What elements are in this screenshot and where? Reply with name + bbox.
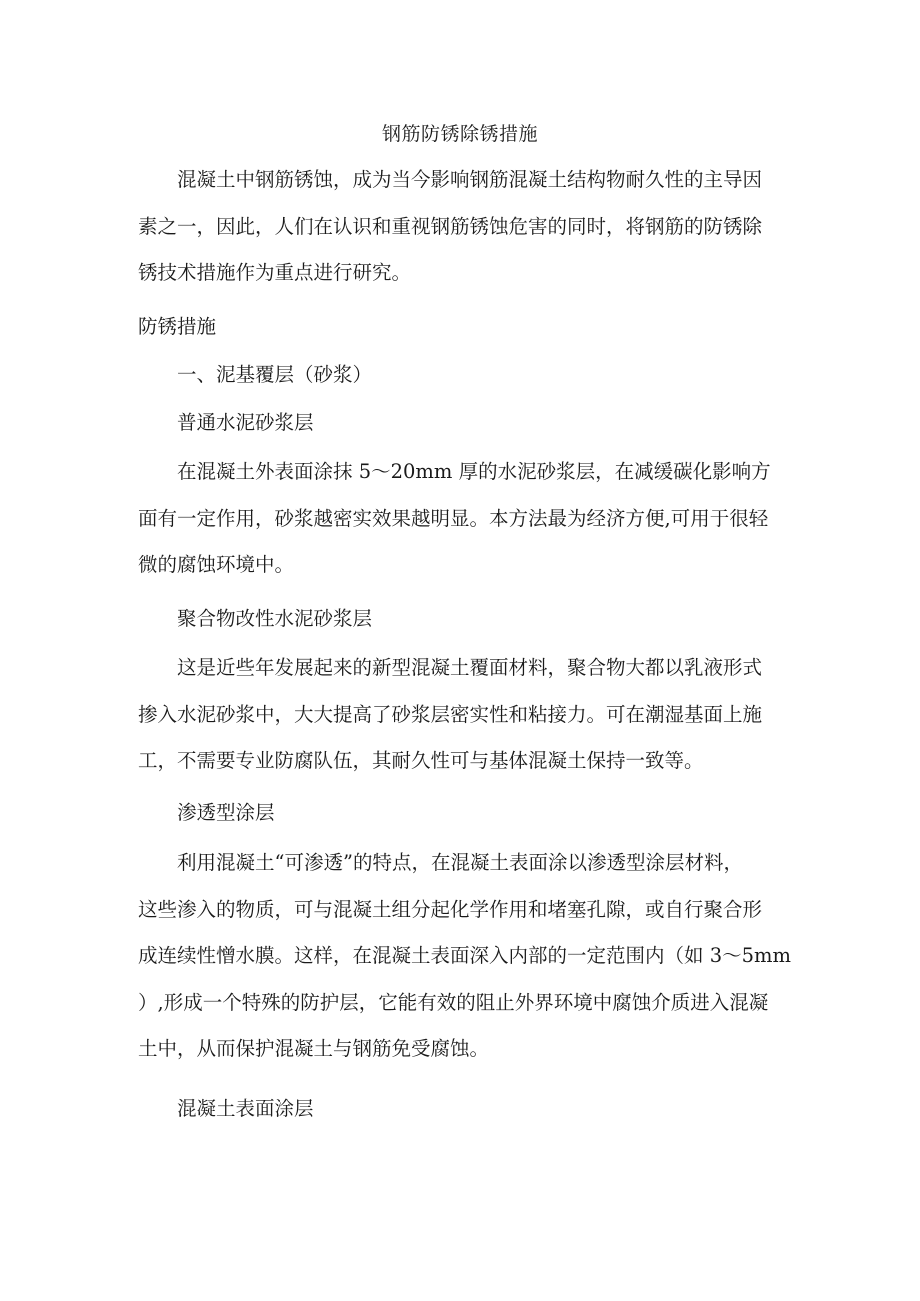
section-heading: 防锈措施 bbox=[138, 315, 217, 338]
item3-paragraph bbox=[138, 840, 798, 1073]
item2-line-3: 工，不需要专业防腐队伍，其耐久性可与基体混凝土保持一致等。 bbox=[138, 749, 704, 772]
intro-line-2: 素之一，因此，人们在认识和重视钢筋锈蚀危害的同时，将钢筋的防锈除 bbox=[138, 214, 763, 238]
item1-line-1: 在混凝土外表面涂抹 5～20mm 厚的水泥砂浆层，在减缓碳化影响方 bbox=[177, 460, 771, 483]
item2-paragraph bbox=[138, 645, 798, 785]
item1-heading: 普通水泥砂浆层 bbox=[177, 411, 314, 434]
item2-line-1: 这是近些年发展起来的新型混凝土覆面材料，聚合物大都以乳液形式 bbox=[177, 656, 763, 679]
subsection-heading: 一、泥基覆层（砂浆） bbox=[177, 363, 373, 386]
intro-line-1: 混凝土中钢筋锈蚀，成为当今影响钢筋混凝土结构物耐久性的主导因 bbox=[177, 168, 763, 191]
item1-line-2: 面有一定作用，砂浆越密实效果越明显。本方法最为经济方便,可用于很轻 bbox=[138, 506, 769, 530]
item3-line-1: 利用混凝土“可渗透”的特点，在混凝土表面涂以渗透型涂层材料， bbox=[177, 851, 743, 874]
intro-line-3: 锈技术措施作为重点进行研究。 bbox=[138, 261, 412, 284]
document-title: 钢筋防锈除锈措施 bbox=[381, 123, 538, 145]
item2-heading: 聚合物改性水泥砂浆层 bbox=[177, 607, 373, 630]
item3-line-5: 土中，从而保护混凝土与钢筋免受腐蚀。 bbox=[138, 1037, 490, 1060]
intro-paragraph bbox=[138, 157, 798, 297]
item4-heading: 混凝土表面涂层 bbox=[177, 1097, 314, 1120]
item1-paragraph bbox=[138, 449, 798, 589]
item3-line-4: ）,形成一个特殊的防护层，它能有效的阻止外界环境中腐蚀介质进入混凝 bbox=[138, 990, 769, 1014]
item2-line-2: 掺入水泥砂浆中，大大提高了砂浆层密实性和粘接力。可在潮湿基面上施 bbox=[138, 702, 763, 726]
item3-heading: 渗透型涂层 bbox=[177, 801, 275, 824]
item1-line-3: 微的腐蚀环境中。 bbox=[138, 553, 295, 576]
item3-line-3: 成连续性憎水膜。这样，在混凝土表面深入内部的一定范围内（如 3～5mm bbox=[138, 944, 791, 967]
item3-line-2: 这些渗入的物质，可与混凝土组分起化学作用和堵塞孔隙，或自行聚合形 bbox=[138, 897, 763, 921]
